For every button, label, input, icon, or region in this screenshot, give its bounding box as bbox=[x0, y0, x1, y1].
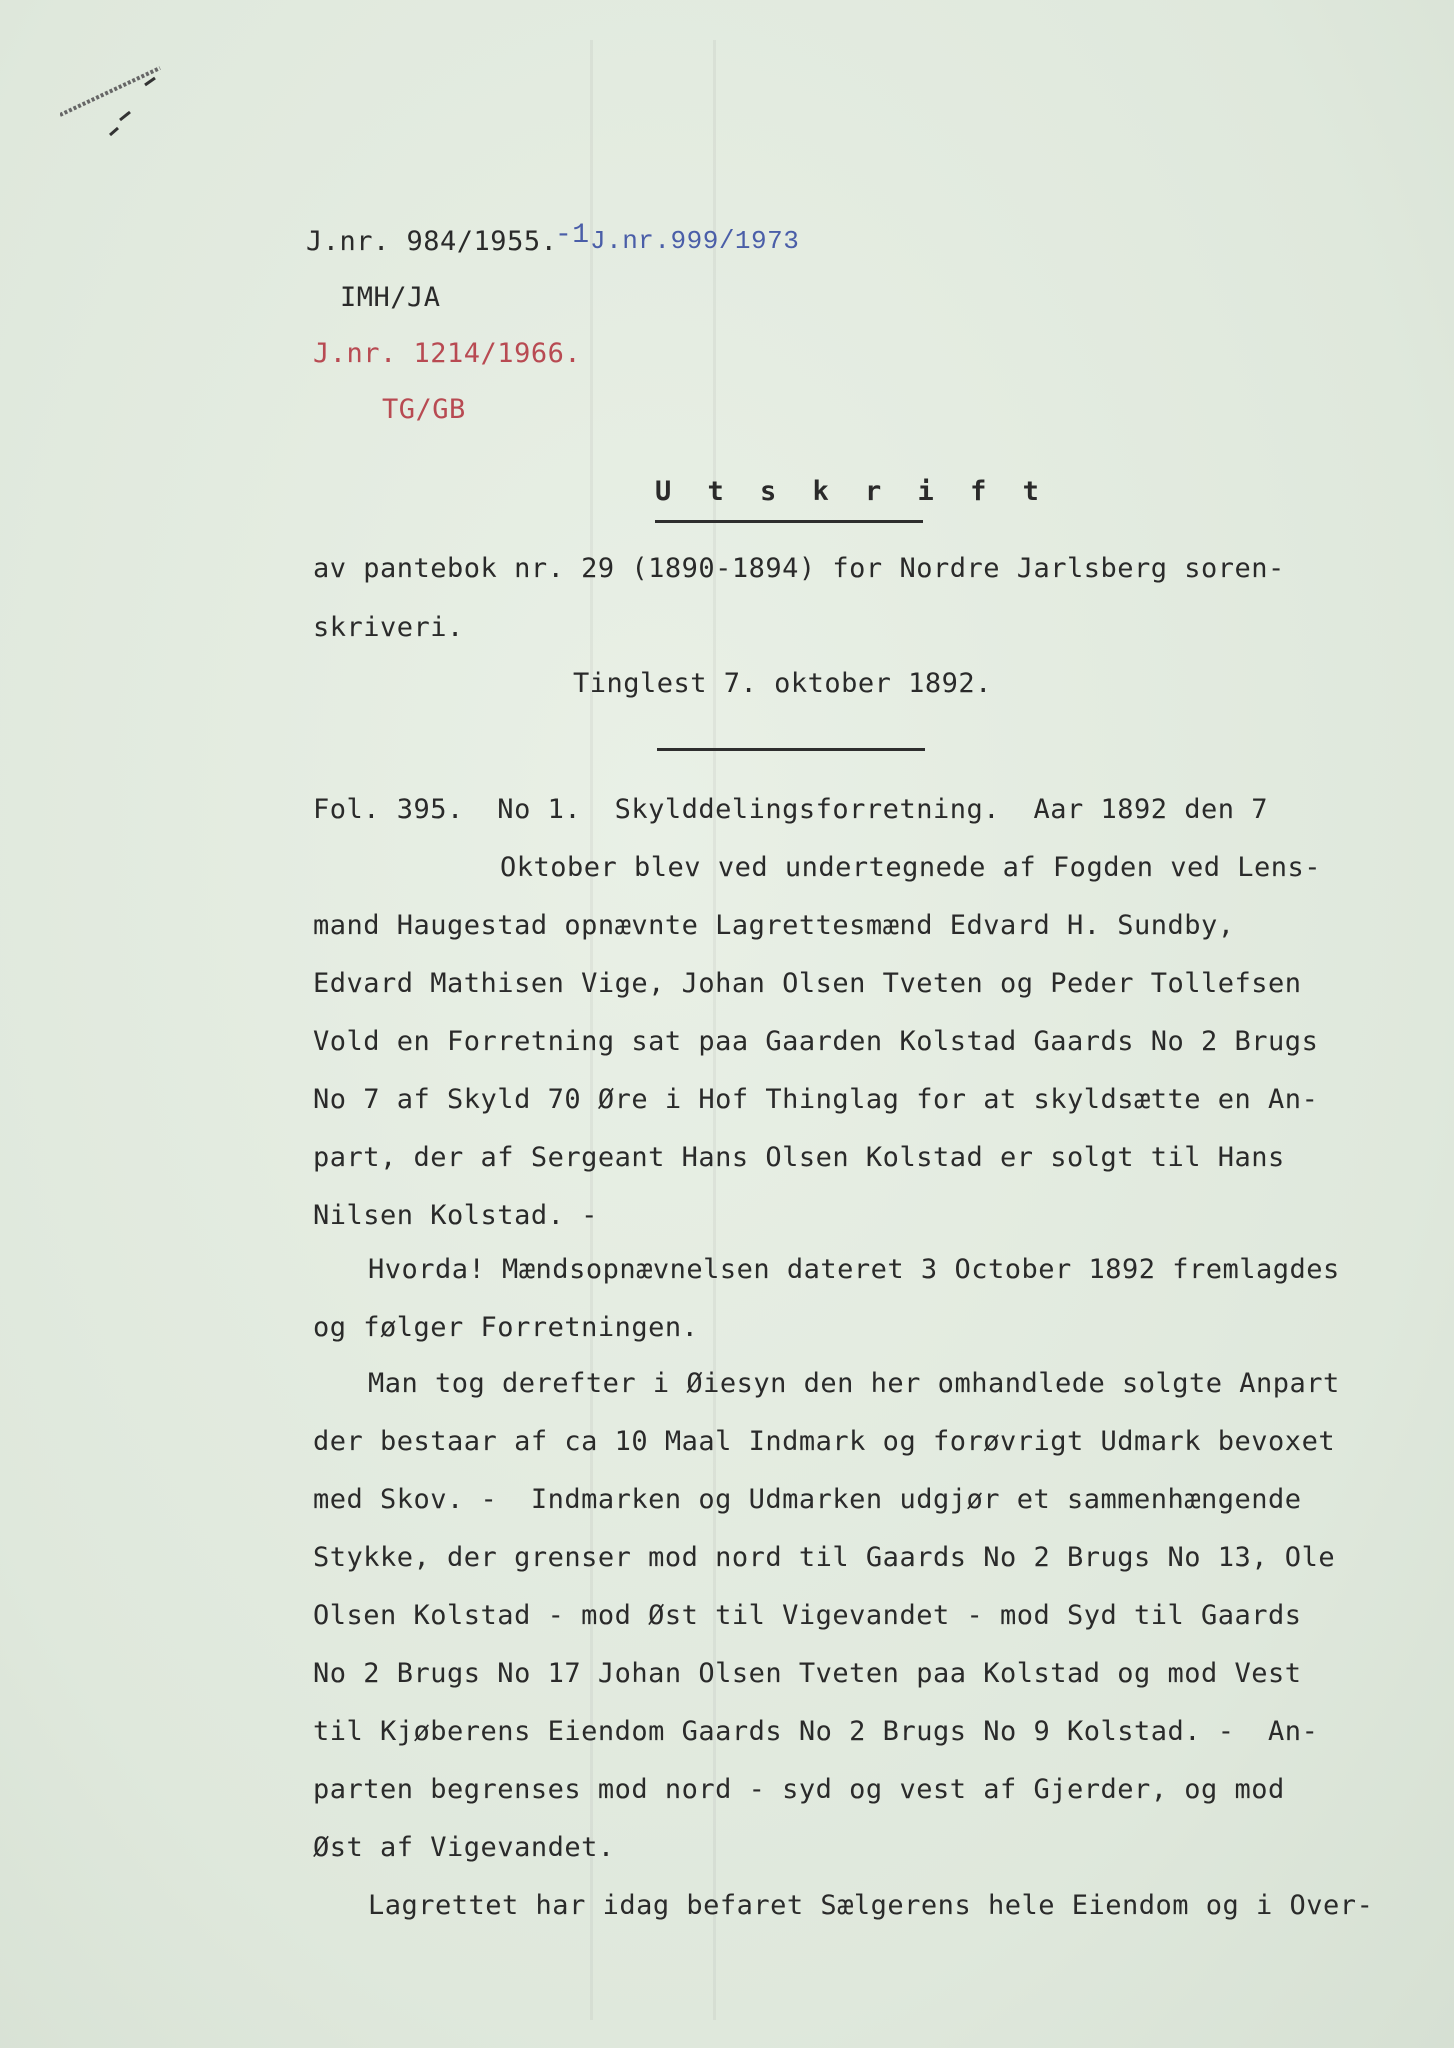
body-line: mand Haugestad opnævnte Lagrettesmænd Edvard H. Sundby, bbox=[313, 910, 1235, 941]
handwritten-mark: -1 bbox=[555, 220, 590, 251]
reference-number: J.nr. 984/1955. bbox=[306, 226, 558, 257]
body-line: Fol. 395. No 1. Skylddelingsforretning. Aar 1892 den 7 bbox=[313, 794, 1269, 825]
tinglest-date: Tinglest 7. oktober 1892. bbox=[573, 668, 992, 699]
source-line-2: skriveri. bbox=[313, 612, 464, 643]
body-line: Stykke, der grenser mod nord til Gaards No 2 Brugs No 13, Ole bbox=[313, 1542, 1336, 1573]
body-line: Man tog derefter i Øiesyn den her omhandlede solgte Anpart bbox=[368, 1368, 1340, 1399]
document-title: U t s k r i f t bbox=[655, 476, 1049, 507]
body-line: No 7 af Skyld 70 Øre i Hof Thinglag for at skyldsætte en An- bbox=[313, 1084, 1319, 1115]
body-line: Oktober blev ved undertegnede af Fogden ved Lens- bbox=[500, 852, 1322, 883]
initials-red: TG/GB bbox=[382, 394, 466, 425]
reference-number-red: J.nr. 1214/1966. bbox=[313, 338, 582, 369]
title-underline bbox=[655, 520, 923, 523]
body-line: Edvard Mathisen Vige, Johan Olsen Tveten og Peder Tollefsen bbox=[313, 968, 1302, 999]
body-line: Nilsen Kolstad. - bbox=[313, 1200, 598, 1231]
body-line: No 2 Brugs No 17 Johan Olsen Tveten paa Kolstad og mod Vest bbox=[313, 1658, 1302, 1689]
added-reference-number: J.nr.999/1973 bbox=[590, 226, 800, 256]
body-line: til Kjøberens Eiendom Gaards No 2 Brugs No 9 Kolstad. - An- bbox=[313, 1716, 1319, 1747]
body-line: Hvorda! Mændsopnævnelsen dateret 3 October 1892 fremlagdes bbox=[368, 1254, 1340, 1285]
source-line-1: av pantebok nr. 29 (1890-1894) for Nordre Jarlsberg soren- bbox=[313, 553, 1285, 584]
body-line: parten begrenses mod nord - syd og vest af Gjerder, og mod bbox=[313, 1774, 1285, 1805]
body-line: der bestaar af ca 10 Maal Indmark og forøvrigt Udmark bevoxet bbox=[313, 1426, 1336, 1457]
corner-stamp-mark bbox=[60, 60, 170, 140]
body-line: Olsen Kolstad - mod Øst til Vigevandet - mod Syd til Gaards bbox=[313, 1600, 1302, 1631]
body-line: Vold en Forretning sat paa Gaarden Kolstad Gaards No 2 Brugs bbox=[313, 1026, 1319, 1057]
body-line: part, der af Sergeant Hans Olsen Kolstad er solgt til Hans bbox=[313, 1142, 1285, 1173]
body-line: og følger Forretningen. bbox=[313, 1312, 699, 1343]
body-line: Øst af Vigevandet. bbox=[313, 1832, 615, 1863]
initials: IMH/JA bbox=[340, 282, 441, 313]
body-line: med Skov. - Indmarken og Udmarken udgjør et sammenhængende bbox=[313, 1484, 1302, 1515]
separator-rule bbox=[657, 748, 925, 751]
body-line: Lagrettet har idag befaret Sælgerens hele Eiendom og i Over- bbox=[368, 1890, 1374, 1921]
